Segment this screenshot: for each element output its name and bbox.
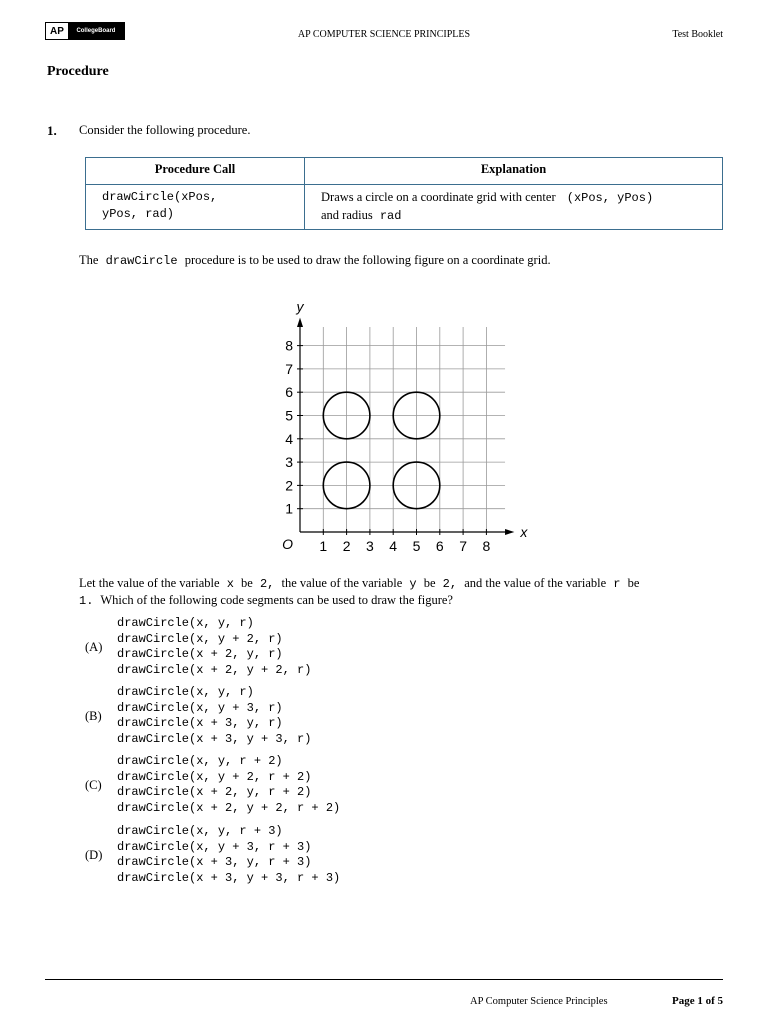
prompt-text: be	[241, 576, 253, 590]
coordinate-grid-figure	[270, 295, 530, 560]
y-tick-label: 8	[285, 337, 293, 354]
question-intro: Consider the following procedure.	[79, 123, 251, 137]
prompt-code: 1.	[79, 594, 94, 608]
prompt-text: be	[627, 576, 640, 590]
prompt-code: x	[226, 577, 234, 591]
explanation-code1: (xPos, yPos)	[566, 191, 654, 205]
y-tick-label: 6	[285, 384, 293, 401]
table-header-row	[86, 158, 723, 185]
figure-lead-text	[79, 253, 551, 268]
option-a-code	[117, 616, 311, 678]
code-line: drawCircle(x + 2, y + 2, r + 2)	[117, 800, 341, 815]
x-tick-label: 4	[389, 538, 398, 554]
prompt-text: be	[423, 576, 436, 590]
lead-pre: The	[79, 253, 99, 267]
code-line: drawCircle(x, y + 2, r)	[117, 631, 283, 646]
lead-code: drawCircle	[105, 254, 178, 268]
header-explanation: Explanation	[305, 158, 723, 185]
prompt-text: Let the value of the variable	[79, 576, 220, 590]
footer-course-name: AP Computer Science Principles	[470, 996, 608, 1007]
footer-page-number: Page 1 of 5	[671, 995, 723, 1007]
option-b-label: (B)	[85, 709, 102, 723]
y-tick-label: 3	[285, 454, 293, 471]
prompt-code: 2,	[442, 577, 458, 591]
logo-collegeboard: CollegeBoard	[68, 23, 124, 39]
prompt-code: r	[613, 577, 621, 591]
prompt-code: 2,	[259, 577, 275, 591]
x-tick-label: 5	[412, 538, 421, 554]
header-course-title: AP COMPUTER SCIENCE PRINCIPLES	[297, 29, 471, 40]
x-tick-label: 3	[366, 538, 374, 554]
prompt-text: the value of the variable	[281, 576, 403, 590]
code-line: drawCircle(x, y, r)	[117, 616, 254, 630]
code-line: drawCircle(x + 2, y, r + 2)	[117, 785, 312, 799]
origin-label: O	[282, 536, 293, 552]
code-line: drawCircle(x, y + 2, r + 2)	[117, 769, 312, 784]
code-line: drawCircle(x + 3, y, r)	[117, 716, 283, 730]
code-line: drawCircle(x + 3, y + 3, r + 3)	[117, 870, 341, 885]
option-b-code	[117, 685, 311, 747]
x-axis-label: x	[520, 524, 528, 540]
y-axis-label: y	[296, 298, 304, 315]
option-a-label: (A)	[85, 640, 103, 654]
x-tick-label: 6	[435, 538, 444, 554]
option-d-label: (D)	[85, 848, 103, 862]
y-tick-label: 1	[285, 500, 293, 517]
code-line: drawCircle(x, y + 3, r + 3)	[117, 839, 312, 854]
code-line: drawCircle(x, y + 3, r)	[117, 700, 283, 715]
logo-ap: AP	[46, 23, 68, 39]
code-line: drawCircle(x, y, r)	[117, 685, 254, 699]
x-axis-arrow	[505, 529, 514, 535]
explanation-cell	[305, 185, 723, 230]
tick-labels	[282, 299, 528, 554]
prompt-code: y	[409, 577, 417, 591]
option-c-code	[117, 754, 340, 816]
explanation-code2: rad	[379, 209, 402, 223]
y-axis-arrow	[297, 318, 303, 327]
grid-lines	[300, 327, 505, 532]
code-line: drawCircle(x, y, r + 2)	[117, 754, 283, 768]
y-tick-label: 5	[285, 407, 293, 424]
code-line: drawCircle(x + 3, y, r + 3)	[117, 855, 312, 869]
y-tick-label: 2	[285, 477, 293, 494]
option-c-label: (C)	[85, 778, 102, 792]
x-tick-label: 2	[342, 538, 351, 554]
question-number: 1.	[47, 123, 57, 138]
prompt-text: and the value of the variable	[464, 576, 607, 590]
prompt-text: Which of the following code segments can be used to draw the figure?	[100, 593, 453, 607]
code-line: drawCircle(x + 2, y + 2, r)	[117, 662, 312, 677]
table-row	[86, 185, 723, 230]
x-tick-label: 8	[482, 538, 491, 554]
x-tick-label: 7	[459, 538, 467, 554]
procedure-call-line2: yPos, rad)	[102, 207, 175, 221]
option-d-code	[117, 824, 340, 886]
procedure-call-line1: drawCircle(xPos,	[102, 190, 218, 204]
code-line: drawCircle(x, y, r + 3)	[117, 824, 283, 838]
explanation-text1: Draws a circle on a coordinate grid with center	[321, 190, 556, 204]
footer-divider	[45, 979, 723, 980]
y-tick-label: 4	[285, 430, 293, 447]
header-procedure-call: Procedure Call	[86, 158, 305, 185]
procedure-call-cell	[86, 185, 305, 230]
circles	[323, 392, 440, 508]
explanation-text2: and radius	[321, 208, 373, 222]
y-tick-label: 7	[285, 360, 293, 377]
header-booklet-label: Test Booklet	[672, 29, 723, 40]
code-line: drawCircle(x + 3, y + 3, r)	[117, 731, 312, 746]
section-title: Procedure	[47, 64, 109, 79]
x-tick-label: 1	[319, 538, 328, 554]
lead-post: procedure is to be used to draw the following figure on a coordinate grid.	[184, 253, 551, 267]
question-prompt	[79, 575, 719, 609]
procedure-table	[85, 157, 723, 230]
code-line: drawCircle(x + 2, y, r)	[117, 647, 283, 661]
